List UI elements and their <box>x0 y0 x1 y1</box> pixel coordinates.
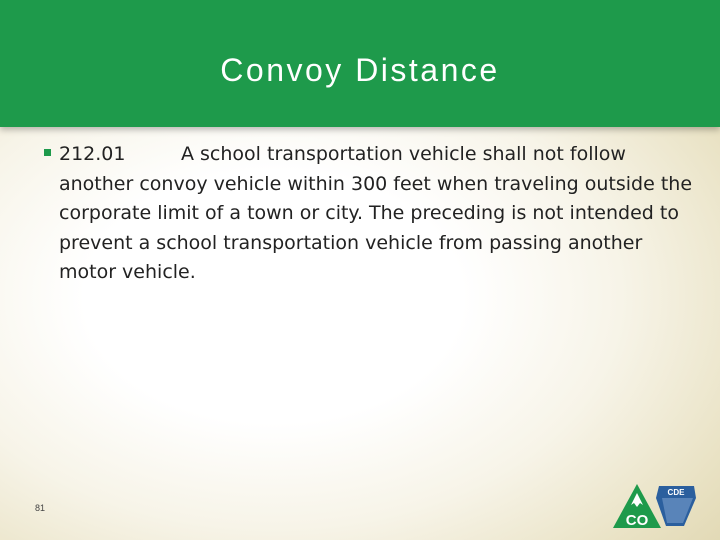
statute-code: 212.01 <box>59 143 126 165</box>
logo-letters: CO <box>625 512 649 529</box>
title-bar <box>0 0 720 127</box>
square-bullet-icon <box>44 149 51 156</box>
logo-badge-text: CDE <box>667 488 685 497</box>
cde-colorado-logo <box>610 480 700 530</box>
page-number: 81 <box>35 503 46 513</box>
statute-text: A school transportation vehicle shall not follow another convoy vehicle within 300 feet when traveling outside the corporate limit of a town or city. The preceding is not intended to prevent a school transportation vehicle from passing another motor vehicle. <box>59 143 693 283</box>
slide-body <box>44 140 694 288</box>
slide-title: Convoy Distance <box>220 52 500 88</box>
bullet-item <box>44 140 694 288</box>
